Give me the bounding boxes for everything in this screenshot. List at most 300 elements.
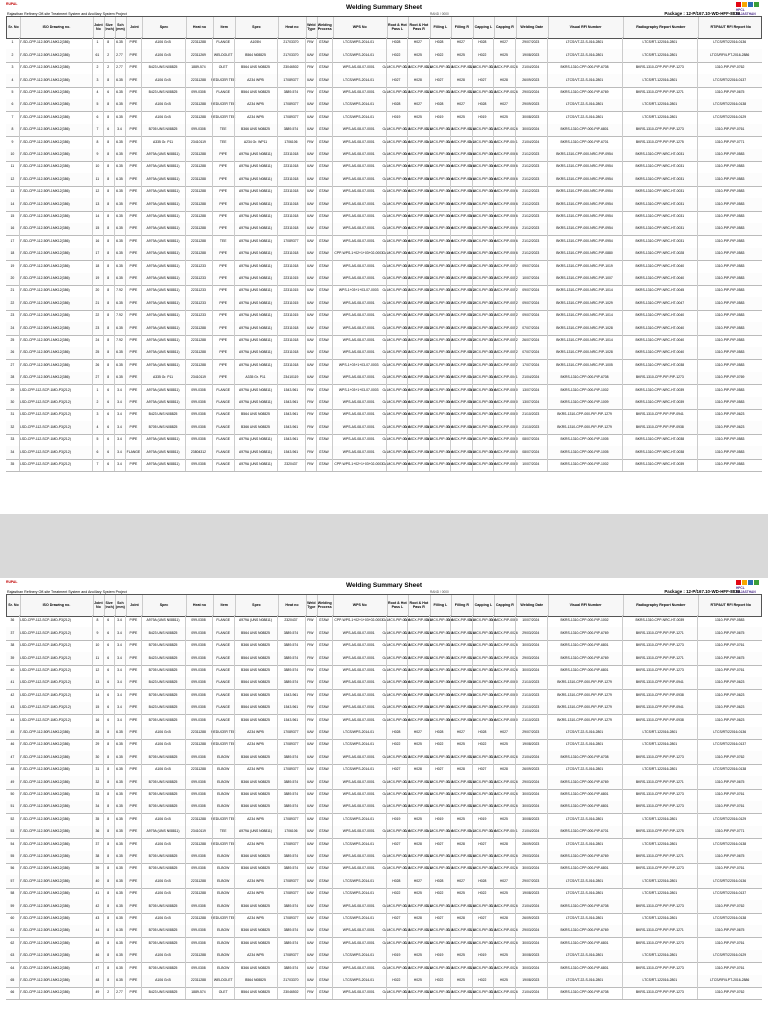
table-cell: H025 [413, 953, 422, 958]
table-cell: FIW [307, 643, 314, 648]
table-cell: 53 [10, 829, 15, 834]
table-cell: PIPE [129, 350, 138, 355]
table-cell: 58 [10, 891, 15, 896]
table-cell: PIPE [129, 412, 138, 417]
table-cell: GAMCX-PIP-0066 [447, 214, 475, 218]
table-cell: LTCS/RT-122016-2801 [642, 841, 678, 846]
table-cell: 22311015 [283, 313, 299, 318]
table-cell: H025 [413, 52, 422, 57]
table-cell: PIPE [129, 618, 138, 623]
table-cell: 21/12/2023 [522, 152, 540, 156]
table-cell: H022 [435, 978, 444, 982]
table-cell: GAMCX-PIP-0023 [425, 940, 454, 945]
table-cell: 2.77 [116, 65, 123, 70]
table-cell: GTAW [318, 40, 329, 45]
table-cell: 099-0308 [191, 618, 206, 623]
column-header-cell: Radiography Report Number [636, 24, 686, 29]
table-cell: REDUCER TEE [211, 841, 236, 846]
table-cell: 17089377 [283, 891, 299, 896]
table-cell: 6.35 [116, 878, 123, 883]
table-cell: H022 [392, 891, 401, 896]
table-cell: GAMCX-PIP-0052 [404, 362, 432, 367]
table-cell: GAMCX-PIP-0023 [468, 990, 497, 995]
table-cell: A979A (UNS N08811) [239, 176, 272, 181]
table-cell: GAMCX-PIP-0023 [382, 804, 411, 809]
table-cell: 8 [107, 362, 110, 367]
table-cell: BKRS-1310-CPP-PIP-PIP-1271 [635, 630, 684, 635]
table-cell: B423 UNS N08825 [148, 412, 178, 417]
table-cell: A106 Gr.B [155, 841, 171, 846]
table-cell: 07/07/2024 [522, 350, 540, 355]
table-cell: LTCS/RT/22016-0129 [713, 114, 747, 119]
table-cell: IUW [307, 201, 314, 206]
table-cell: WPS-AS-08-07-0001 [342, 940, 375, 945]
column-header-cell: Filling L [433, 24, 448, 29]
table-cell: A979A (UNS N08811) [239, 400, 272, 404]
table-cell: GAMCX-PIP-0052 [404, 338, 432, 342]
table-cell: B705 UNS N08825 [148, 643, 178, 648]
table-cell: BKRS-1310-CPP-NRC-HT-0031 [635, 152, 685, 156]
table-cell: H022 [435, 742, 444, 747]
table-cell: B564 N08825 [245, 52, 266, 57]
table-cell: 22311288 [191, 916, 206, 920]
table-cell: GAMCX-PIP-0023 [425, 990, 454, 995]
table-cell: FLANGE [216, 449, 230, 454]
column-header-cell: Welding Process [317, 600, 332, 609]
table-cell: 22311288 [191, 742, 206, 747]
table-cell: 2 [107, 990, 110, 995]
table-cell: GAMCX-PIP-0026 [490, 655, 518, 660]
table-cell: 22311018 [283, 164, 299, 169]
table-cell: 3.4 [117, 437, 122, 442]
table-cell: IUW [307, 792, 314, 796]
column-header-cell: Joint [130, 602, 139, 607]
table-cell: LTCS/VT-22-S-016-2801 [565, 916, 604, 920]
table-row [6, 49, 762, 62]
table-cell: A234 WPB [247, 916, 264, 920]
table-cell: GAMCX-PIP-0060 [468, 400, 497, 404]
table-cell: 1310-PIP-PIP-0583 [715, 462, 745, 466]
table-cell: 099-0308 [191, 940, 206, 945]
table-cell: 1543-961 [283, 437, 299, 442]
table-cell: 8"-SD-CPP-112-50R-1MK12(386) [18, 965, 70, 970]
table-cell: OLET [218, 65, 228, 70]
table-cell: GAMCX-PIP-0023 [425, 65, 454, 70]
table-cell: 1310-PIP-PIP-0583 [715, 263, 745, 268]
table-cell: GAMCX-PIP-0026 [447, 668, 475, 672]
table-cell: FIW [307, 65, 314, 70]
table-cell: 1310-PIP-PIP-0761 [715, 668, 745, 672]
table-cell: GAMCX-PIP-0052 [382, 325, 411, 330]
table-cell: 4 [96, 90, 99, 94]
table-cell: GAMCX-PIP-0052 [468, 263, 497, 268]
table-cell: 8"-SD-CPP-112-50R-1MK12(386) [18, 189, 70, 194]
table-cell: GAMCX-PIP-0060 [490, 705, 518, 710]
table-cell: 1310-PIP-PIP-0761 [715, 866, 745, 871]
table-cell: GAMCX-PIP-0066 [468, 214, 497, 218]
table-cell: GAMCX-PIP-0060 [425, 424, 454, 429]
table-cell: 9 [11, 139, 14, 144]
table-cell: GTAW [318, 804, 329, 809]
package-number: Package : 12-P/167.10-WD-HFF-8838 [664, 589, 740, 594]
table-cell: GAMCX-PIP-0066 [490, 201, 518, 206]
table-cell: 19 [95, 276, 100, 280]
table-cell: GTAW [318, 164, 329, 169]
table-cell: GAMCX-PIP-0026 [490, 940, 518, 945]
table-cell: 43 [10, 705, 15, 710]
table-cell: IUW [307, 928, 314, 933]
table-cell: A106 Gr.B [155, 978, 171, 982]
table-cell: 10/07/2024 [522, 462, 540, 466]
table-cell: H027 [435, 767, 444, 772]
table-cell: 8"-SD-CPP-112-50R-1MK12(386) [18, 114, 70, 119]
table-cell: FLANGE [216, 643, 230, 648]
table-cell: 09/07/2024 [522, 300, 540, 305]
table-cell: B705 UNS N08825 [148, 779, 178, 784]
table-cell: 17089377 [283, 767, 299, 772]
table-cell: GAMCX-PIP-0026 [404, 65, 432, 70]
table-cell: 41 [95, 891, 100, 896]
table-cell: PIPE [129, 779, 138, 784]
table-cell: 099-0308 [191, 754, 206, 759]
table-cell: GAMCX-PIP-0026 [447, 940, 475, 945]
table-cell: 6.35 [116, 816, 123, 821]
table-cell: 3.4 [117, 643, 122, 648]
table-cell: GAMCX-PIP-0052 [447, 325, 475, 330]
table-cell: GAMCX-PIP-0052 [447, 338, 475, 342]
table-cell: 3 [11, 65, 14, 70]
table-cell: LTCS/RT/22016-0129 [713, 953, 747, 958]
table-cell: 8-SD-CPP-112-SCP-1MD-P3(212) [18, 412, 71, 417]
table-row [6, 950, 762, 963]
table-cell: 8"-SD-CPP-112-50R-1MK12(386) [18, 276, 70, 280]
table-cell: H025 [456, 742, 465, 747]
table-cell: 8 [107, 891, 110, 896]
table-cell: WPS-AS-08-07-0001 [342, 412, 375, 417]
table-cell: H022 [478, 978, 487, 982]
table-cell: GAMCX-PIP-0060 [425, 462, 454, 466]
table-cell: 8"-SD-CPP-112-50R-1MK12(386) [18, 903, 70, 908]
column-header-cell: Welding Date [520, 602, 544, 607]
table-cell: FIW [307, 705, 314, 710]
table-cell: 1 [96, 40, 99, 45]
table-row [6, 297, 762, 310]
table-cell: 15 [10, 214, 15, 218]
table-row [6, 37, 762, 50]
table-cell: PIPE [129, 400, 138, 404]
table-cell: GAMCX-PIP-0060 [382, 692, 411, 697]
table-cell: H028 [435, 40, 444, 45]
table-cell: GAMCX-PIP-0060 [404, 717, 432, 722]
table-cell: 8 [107, 804, 110, 809]
table-cell: 6 [107, 127, 110, 132]
table-cell: 17 [10, 238, 15, 243]
table-cell: 21/04/2024 [522, 139, 540, 144]
table-cell: 8"-SD-CPP-112-50R-1MK12(386) [18, 238, 70, 243]
table-cell: 8"-SD-CPP-112-50R-1MK12(386) [18, 891, 70, 896]
table-cell: BKRS-1310-CPP-000-NRC-PIP-1014 [556, 288, 613, 293]
table-cell: A234 WPB [247, 114, 264, 119]
table-cell: A979A (UNS N08811) [239, 263, 272, 268]
table-cell: 3889-574 [283, 680, 299, 685]
table-cell: PIPE [219, 313, 228, 318]
table-cell: PIPE [129, 990, 138, 995]
table-cell: GTAW [318, 792, 329, 796]
table-cell: BKRS-1310-CPP-000-PIP-6801 [560, 940, 609, 945]
client-logo: HPCL RAJASTHAN [736, 2, 762, 11]
table-row [6, 198, 762, 211]
table-cell: 099-0308 [191, 717, 206, 722]
table-cell: 59 [10, 903, 15, 908]
column-header-cell: ISO Drawing no. [42, 602, 71, 607]
table-cell: PIPE [129, 829, 138, 834]
table-cell: 8 [107, 350, 110, 355]
column-header-cell: Welding Date [520, 24, 544, 29]
table-cell: 8 [107, 866, 110, 871]
table-cell: B366 UNS N08825 [241, 940, 270, 945]
table-row [6, 975, 762, 988]
table-cell: PIPE [129, 362, 138, 367]
table-cell: GAMCX-PIP-0026 [490, 127, 518, 132]
table-cell: B705 UNS N08825 [148, 127, 178, 132]
table-cell: A979A (UNS N08811) [239, 251, 272, 256]
table-cell: 32 [95, 779, 100, 784]
table-cell: H028 [392, 730, 401, 734]
table-cell: BKRS-1310-CPP-NRC-HT-0039 [635, 618, 685, 623]
table-row [6, 124, 762, 137]
table-cell: GAMCX-PIP-0052 [468, 350, 497, 355]
table-cell: B366 UNS N08825 [241, 717, 270, 722]
table-cell: H027 [456, 878, 465, 883]
table-cell: 37 [10, 630, 15, 635]
table-row [6, 136, 762, 149]
table-cell: GAMCX-PIP-0060 [490, 412, 518, 417]
table-cell: A106 Gr.B [155, 77, 171, 82]
table-cell: IUW [307, 754, 314, 759]
column-header-cell: Sr. No [8, 24, 19, 29]
table-cell: GAMCX-PIP-0026 [490, 643, 518, 648]
table-cell: 099-0308 [191, 400, 206, 404]
table-cell: H027 [392, 841, 401, 846]
table-cell: 29/03/2024 [522, 928, 540, 933]
table-cell: LTCS/RT/22016-0137 [713, 742, 747, 747]
table-cell: GAMCX-PIP-0060 [468, 412, 497, 417]
table-cell: LTCS/VT-22-S-016-2801 [565, 841, 604, 846]
table-cell: GAMCX-PIP-0066 [425, 152, 454, 156]
table-cell: A979A (UNS N08811) [146, 263, 180, 268]
table-cell: 3889-574 [283, 804, 299, 809]
table-cell: H025 [456, 953, 465, 958]
table-cell: GTAW [318, 288, 329, 293]
table-cell: IUW [307, 300, 314, 305]
table-cell: BKRS-1310-CPP-PIP-PIP-1273 [635, 65, 684, 70]
table-cell: BKRS-1310-CPP-NRC-HT-0028 [635, 251, 685, 256]
table-cell: H027 [499, 102, 508, 107]
table-cell: IUW [307, 350, 314, 355]
table-cell: 35 [10, 462, 15, 466]
table-cell: BKRS-1310-CPP-000-PIP-1002 [560, 462, 609, 466]
table-cell: 099-0308 [191, 680, 206, 685]
table-cell: 3.4 [117, 462, 122, 466]
table-cell: 40 [95, 878, 100, 883]
table-cell: A979A (UNS N08811) [146, 400, 180, 404]
column-header-cell: WPS No [352, 24, 367, 29]
table-cell: 8"-SD-CPP-112-50R-1MK12(386) [18, 164, 70, 169]
table-cell: H019 [392, 114, 401, 119]
table-cell: 8 [107, 251, 110, 256]
table-cell: 1310-PIP-PIP-0675 [715, 90, 745, 94]
table-cell: BKRS-1310-CPP-000-PIP-6708 [560, 754, 609, 759]
table-cell: GTAW [318, 214, 329, 218]
table-cell: B564 N08825 [245, 978, 266, 982]
table-cell: A979A (UNS N08811) [146, 618, 180, 623]
table-cell: BKRS-1310-CPP-NRC-HT-0040 [635, 313, 685, 318]
table-cell: GAMCX-PIP-0060 [425, 400, 454, 404]
table-row [6, 273, 762, 286]
table-cell: 62 [10, 940, 15, 945]
table-cell: 8"-SD-CPP-112-50R-1MK12(386) [18, 866, 70, 871]
table-cell: 21703370 [283, 978, 299, 982]
table-cell: GAMCX-PIP-0023 [382, 754, 411, 759]
table-cell: GAMCX-PIP-0060 [447, 462, 475, 466]
table-cell: 22311018 [283, 350, 299, 355]
table-row [6, 87, 762, 100]
table-cell: GAMCX-PIP-0060 [404, 424, 432, 429]
table-cell: 8"-SD-CPP-112-50R-1MK12(386) [18, 792, 70, 796]
table-cell: GAMCX-PIP-0026 [404, 792, 432, 796]
table-cell: GAMCX-PIP-0066 [404, 226, 432, 231]
table-cell: 22311288 [191, 77, 206, 82]
table-cell: 10/07/2024 [522, 276, 540, 280]
table-cell: 3.4 [117, 630, 122, 635]
table-cell: GTAW [318, 152, 329, 156]
table-cell: GAMCX-PIP-0060 [404, 437, 432, 442]
table-cell: 099-0308 [191, 437, 206, 442]
table-cell: 22311288 [191, 201, 206, 206]
column-header-cell: Capping L [474, 602, 493, 607]
table-cell: 19/08/2023 [522, 742, 540, 747]
table-cell: 8"-SD-CPP-112-50R-1MK12(386) [18, 139, 70, 144]
table-row [6, 739, 762, 752]
table-cell: GAMCX-PIP-0060 [404, 412, 432, 417]
table-cell: A979A (UNS N08811) [239, 829, 272, 834]
table-cell: 10/07/2024 [522, 618, 540, 623]
table-cell: GAMCX-PIP-0052 [425, 325, 454, 330]
table-cell: REDUCER TEE [211, 730, 236, 734]
table-cell: GAMCX-PIP-0040 [382, 139, 411, 144]
table-cell: H027 [413, 878, 422, 883]
table-cell: 6 [107, 424, 110, 429]
table-cell: 8 [107, 176, 110, 181]
table-cell: 099-0308 [191, 424, 206, 429]
table-cell: PIPE [219, 201, 228, 206]
table-cell: GAMCX-PIP-0023 [425, 655, 454, 660]
table-cell: GAMCX-PIP-0023 [425, 804, 454, 809]
table-cell: 22311288 [191, 891, 206, 896]
table-cell: 8"-SD-CPP-112-50R-1MK12(386) [18, 854, 70, 858]
table-cell: GAMCX-PIP-0052 [425, 276, 454, 280]
table-cell: GAMCX-PIP-0066 [382, 189, 411, 194]
table-cell: 31 [10, 412, 15, 417]
table-cell: WPS-AS-08-07-0001 [342, 164, 375, 169]
table-cell: 12 [95, 189, 100, 194]
table-cell: GAMCX-PIP-0023 [468, 668, 497, 672]
table-cell: 1310-PIP-PIP-0583 [715, 338, 745, 342]
table-cell: CPP-WPS-1+02+1+03+02-0003 [334, 251, 384, 256]
table-cell: GAMCX-PIP-0041 [404, 829, 432, 834]
table-cell: BKRS-1310-CPP-000-PIP-6769 [560, 779, 609, 784]
table-cell: H025 [413, 742, 422, 747]
table-cell: GAMCX-PIP-0040 [425, 375, 454, 380]
table-cell: GAMCX-PIP-0026 [490, 928, 518, 933]
table-cell: 1310-PIP-PIP-0583 [715, 152, 745, 156]
table-cell: 8"-SD-CPP-112-50R-1MK12(386) [18, 767, 70, 772]
table-cell: 14 [10, 201, 15, 206]
table-cell: BKRS-1310-CPP-PIP-PIP-1273 [635, 127, 684, 132]
table-cell: FIW [307, 680, 314, 685]
table-cell: 8 [107, 288, 110, 293]
table-cell: PIPE [129, 916, 138, 920]
table-cell: IUW [307, 878, 314, 883]
table-cell: A234 WPB [247, 767, 264, 772]
table-cell: 38 [95, 854, 100, 858]
table-cell: GAMCX-PIP-0052 [382, 350, 411, 355]
table-cell: GAMCX-PIP-0026 [404, 668, 432, 672]
table-cell: PIPE [219, 251, 228, 256]
table-cell: B423 UNS N08825 [148, 990, 178, 995]
table-cell: 1310-PIP-PIP-0762 [715, 754, 745, 759]
table-cell: 8 [107, 338, 110, 342]
table-cell: 6 [107, 655, 110, 660]
table-cell: 22311015 [283, 288, 299, 293]
table-cell: WPS-AS-08-07-0001 [342, 176, 375, 181]
table-cell: PIPE [219, 338, 228, 342]
table-cell: 3889-574 [283, 928, 299, 933]
table-cell: FLANGE [216, 630, 230, 635]
table-cell: 8"-SD-CPP-112-50R-1MK12(386) [18, 102, 70, 107]
table-cell: BKRS-1310-CPP-000-PIP-1005 [560, 449, 609, 454]
table-cell: PIPE [129, 263, 138, 268]
table-cell: 6.35 [116, 276, 123, 280]
table-cell: FIW [307, 400, 314, 404]
table-cell: 44 [95, 928, 100, 933]
table-cell: 1310-PIP-PIP-0675 [715, 655, 745, 660]
table-cell: 8"-SD-CPP-112-50R-1MK12(386) [18, 990, 70, 995]
table-cell: BKRS-1310-CPP-000-NRC-PIP-0954 [556, 238, 613, 243]
table-cell: 099-0308 [191, 792, 206, 796]
table-cell: WPS-AS-08-07-0001 [342, 437, 375, 442]
table-cell: LTCS/RT-122016-2801 [642, 40, 678, 45]
table-cell: 6 [107, 680, 110, 685]
table-cell: 8"-SD-CPP-112-50R-1MK12(386) [18, 940, 70, 945]
table-cell: LTCS/WPS-2014-01 [343, 730, 375, 734]
table-cell: 2.77 [116, 990, 123, 995]
table-cell: 22311288 [191, 40, 206, 45]
table-cell: GAMCX-PIP-0040 [468, 375, 497, 380]
table-cell: LTCS/RT-122016-2801 [642, 114, 678, 119]
table-cell: 22311233 [191, 263, 206, 268]
table-cell: 8 [107, 238, 110, 243]
table-cell: A106 Gr.B [155, 730, 171, 734]
table-cell: GAMCX-PIP-0066 [425, 176, 454, 181]
table-cell: 8 [107, 152, 110, 156]
table-cell: WPS-AS-08-07-0001 [342, 717, 375, 722]
table-cell: 20 [10, 276, 15, 280]
table-cell: GAMCX-PIP-0060 [447, 692, 475, 697]
table-cell: 8-SD-CPP-112-SCP-1MD-P3(212) [18, 449, 71, 454]
table-cell: GAMCX-PIP-0026 [447, 643, 475, 648]
column-header-cell: Heat no [192, 602, 207, 607]
